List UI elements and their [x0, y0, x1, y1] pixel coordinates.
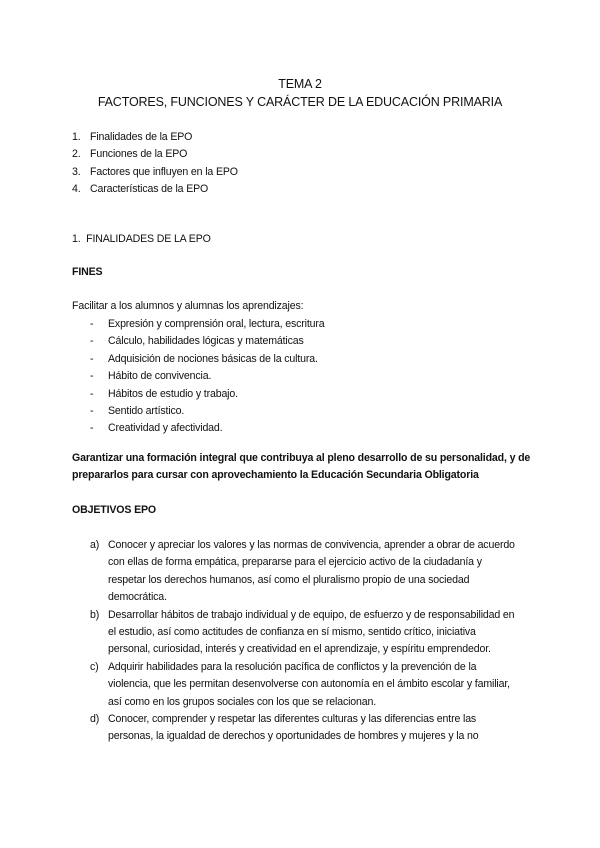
- fines-heading: FINES: [72, 266, 103, 278]
- objetivo-item: [90, 537, 520, 607]
- fines-item-text: Adquisición de nociones básicas de la cultura.: [108, 352, 318, 365]
- objetivo-letter: c): [90, 660, 99, 673]
- fines-item: [90, 333, 325, 350]
- index-list: [72, 129, 238, 199]
- fines-item: [90, 386, 325, 403]
- fines-intro: Facilitar a los alumnos y alumnas los aprendizajes:: [72, 300, 304, 312]
- fines-list: [90, 316, 325, 438]
- bullet-dash: -: [90, 387, 94, 400]
- objetivos-heading: OBJETIVOS EPO: [72, 504, 157, 516]
- index-text: Funciones de la EPO: [90, 148, 188, 161]
- objetivos-list: [90, 537, 520, 746]
- index-item: [72, 129, 238, 146]
- fines-item: [90, 368, 325, 385]
- index-number: 2.: [72, 148, 81, 161]
- fines-item-text: Hábito de convivencia.: [108, 370, 212, 383]
- index-number: 4.: [72, 183, 81, 196]
- bullet-dash: -: [90, 370, 94, 383]
- objetivo-item: [90, 711, 520, 746]
- index-number: 3.: [72, 165, 81, 178]
- bullet-dash: -: [90, 335, 94, 348]
- fines-item: [90, 403, 325, 420]
- objetivo-item: [90, 659, 520, 711]
- fines-item-text: Sentido artístico.: [108, 405, 185, 418]
- bullet-dash: -: [90, 422, 94, 435]
- objetivo-text: Conocer y apreciar los valores y las normas de convivencia, aprender a obrar de acuerdo con ellas de forma empática, prepararse para el ejercicio activo de la ciudadanía y respetar los derechos humanos, así como el pluralismo propio de una sociedad democrática.: [108, 539, 515, 604]
- fines-item: [90, 316, 325, 333]
- bullet-dash: -: [90, 405, 94, 418]
- fines-item-text: Hábitos de estudio y trabajo.: [108, 387, 238, 400]
- index-item: [72, 164, 238, 181]
- bold-paragraph: Garantizar una formación integral que contribuya al pleno desarrollo de su personalidad, y de prepararlos para cursar con aprovechamiento la Educación Secundaria Obligatoria: [72, 452, 531, 482]
- index-text: Finalidades de la EPO: [90, 131, 193, 143]
- fines-item: [90, 420, 325, 437]
- index-item: [72, 181, 238, 198]
- index-number: 1.: [72, 131, 81, 143]
- bullet-dash: -: [90, 352, 94, 365]
- index-item: [72, 146, 238, 163]
- fines-item-text: Cálculo, habilidades lógicas y matemáticas: [108, 335, 304, 348]
- objetivo-text: Conocer, comprender y respetar las diferentes culturas y las diferencias entre las personas, la igualdad de derechos y oportunidades de hombres y mujeres y la no: [108, 713, 479, 743]
- index-text: Factores que influyen en la EPO: [90, 165, 238, 178]
- fines-item: [90, 351, 325, 368]
- objetivo-text: Adquirir habilidades para la resolución pacífica de conflictos y la prevención de la violencia, que les permitan desenvolverse con autonomía en el ámbito escolar y familiar, así como en los grupos sociales con los que se relacionan.: [108, 660, 510, 708]
- doc-title: TEMA 2: [278, 77, 322, 91]
- bullet-dash: -: [90, 318, 94, 330]
- fines-item-text: Creatividad y afectividad.: [108, 422, 223, 435]
- index-text: Características de la EPO: [90, 183, 209, 196]
- objetivo-letter: d): [90, 713, 100, 726]
- objetivo-letter: b): [90, 608, 100, 621]
- doc-subtitle: FACTORES, FUNCIONES Y CARÁCTER DE LA EDUCACIÓN PRIMARIA: [97, 95, 503, 109]
- objetivo-text: Desarrollar hábitos de trabajo individual y de equipo, de esfuerzo y de responsabilidad en el estudio, así como actitudes de confianza en sí mismo, sentido crítico, iniciativa personal, curiosidad, interés y creatividad en el aprendizaje, y espíritu emprendedor.: [108, 608, 515, 656]
- objetivo-letter: a): [90, 539, 100, 551]
- fines-item-text: Expresión y comprensión oral, lectura, escritura: [108, 318, 325, 330]
- objetivo-item: [90, 607, 520, 659]
- section-heading: 1. FINALIDADES DE LA EPO: [72, 233, 211, 245]
